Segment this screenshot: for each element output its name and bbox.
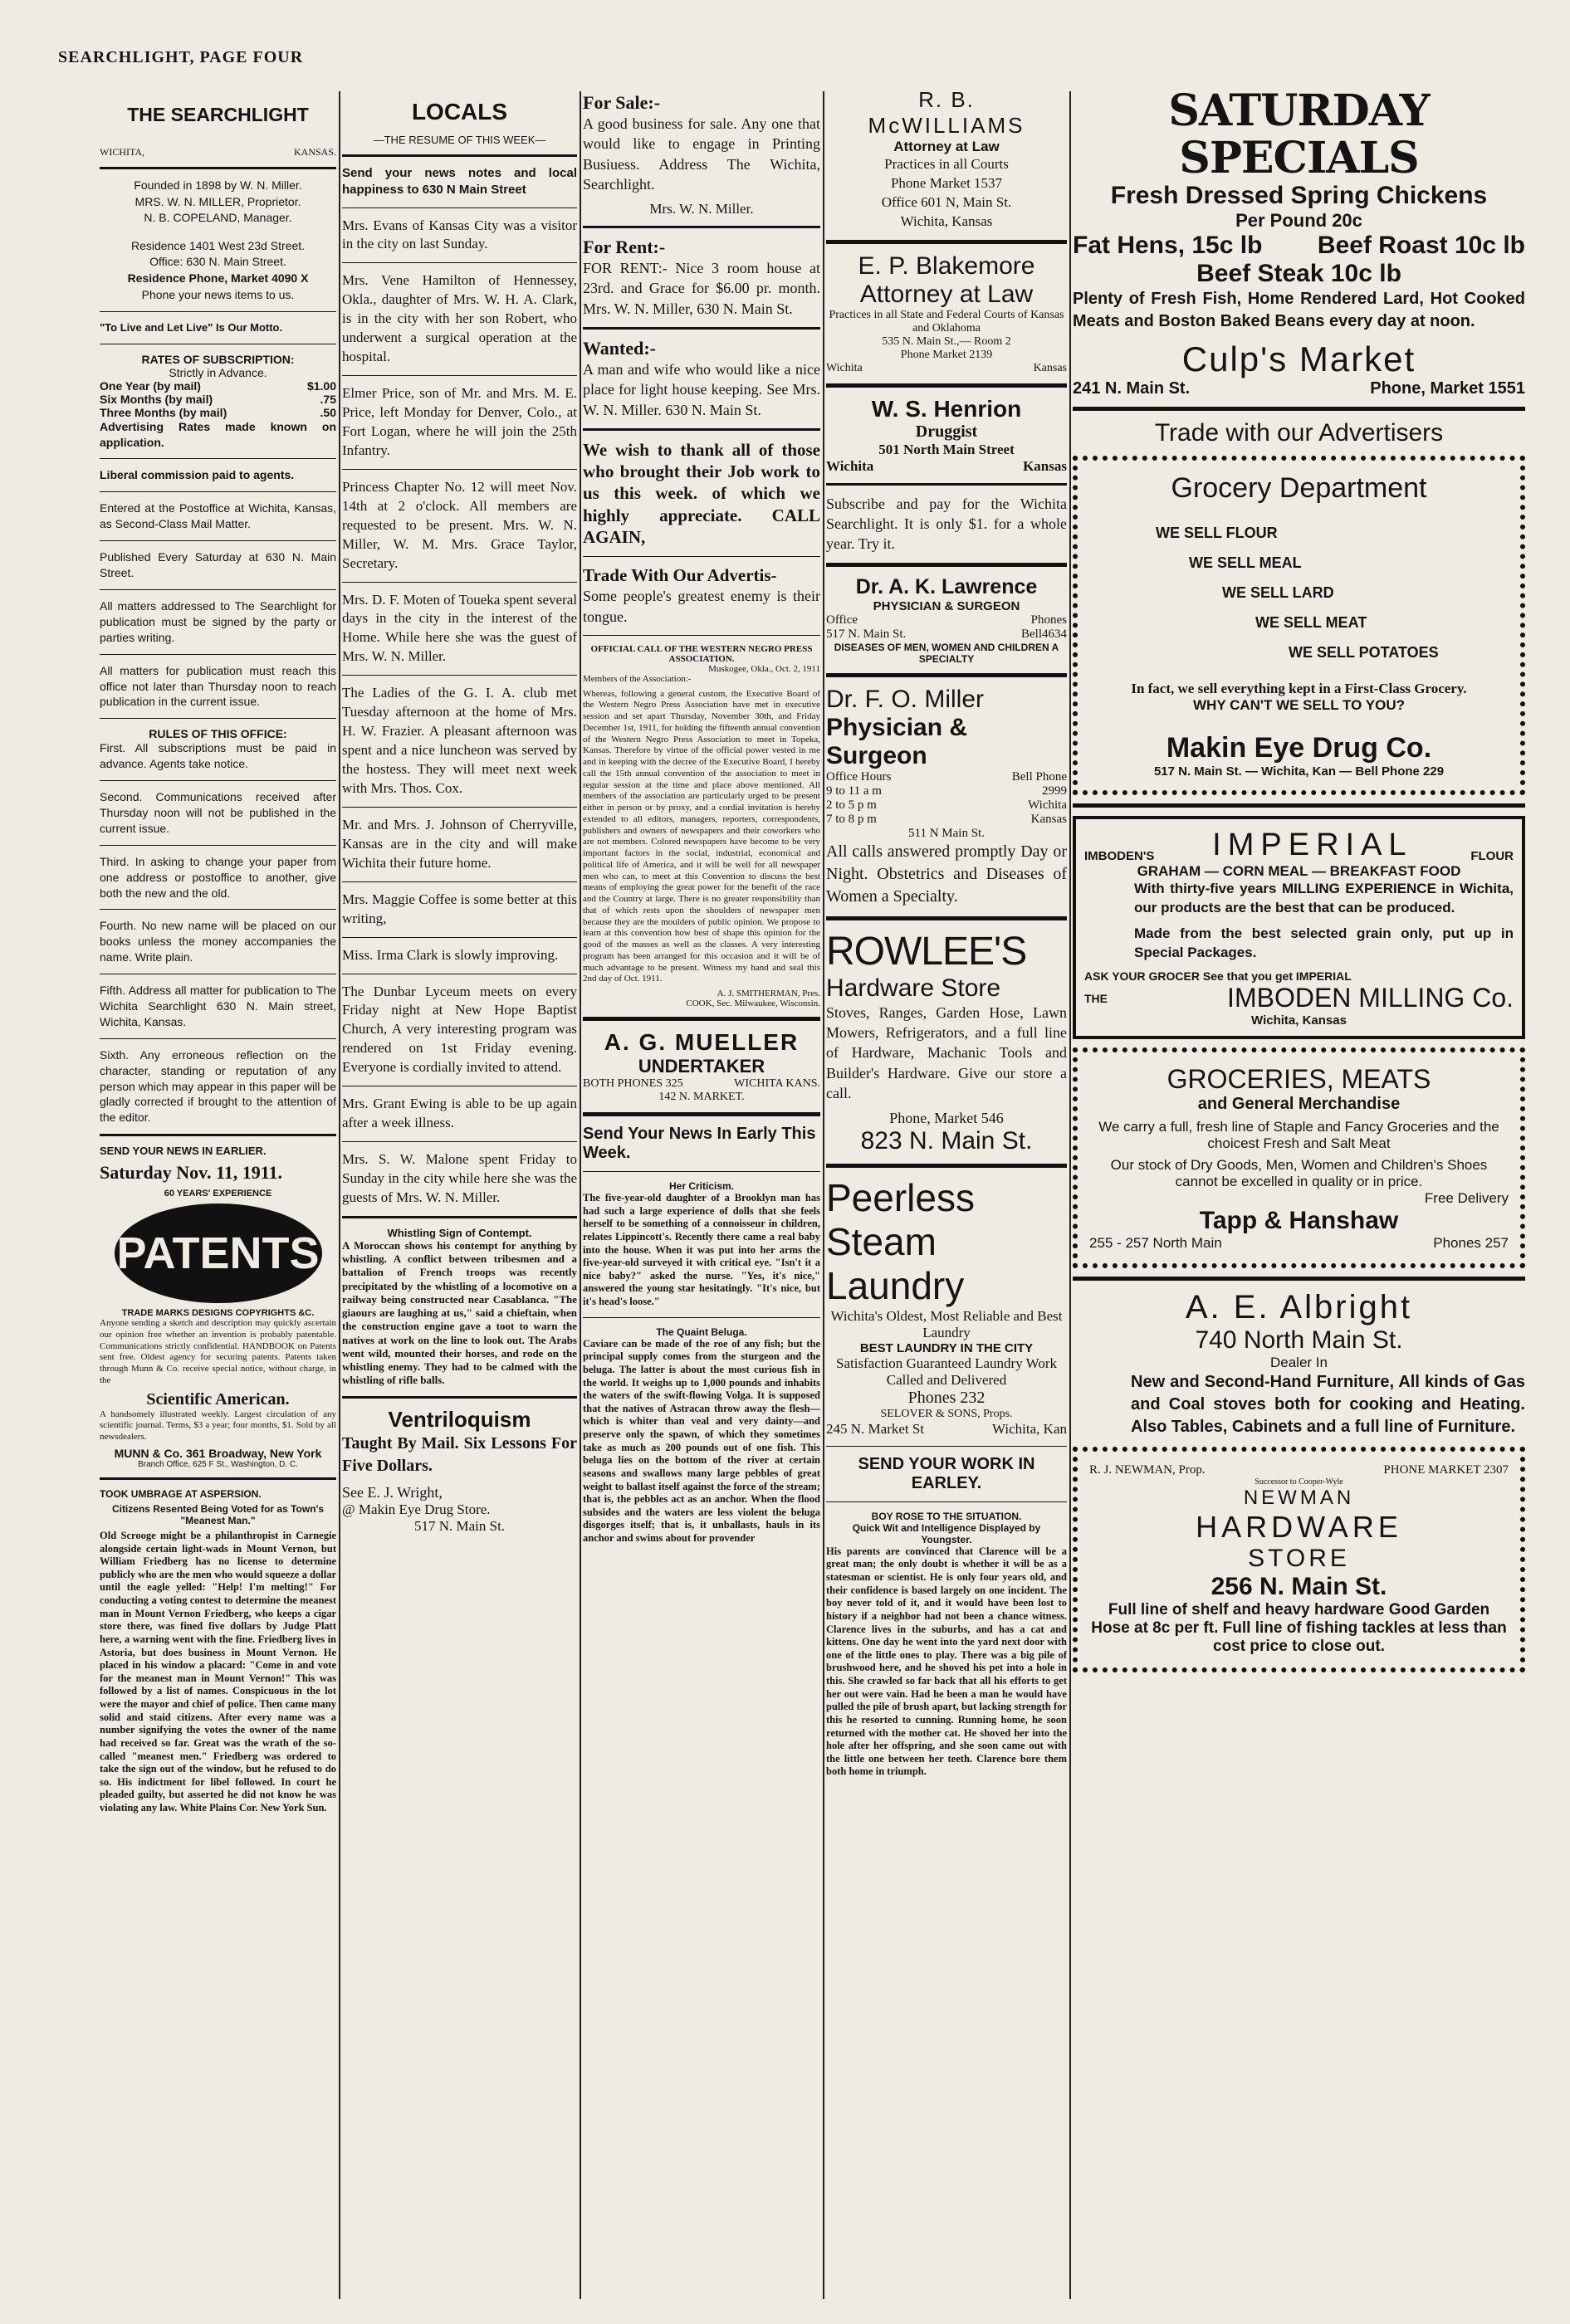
forrent-body: FOR RENT:- Nice 3 room house at 23rd. and Grace for $6.00 pr. month. Mrs. W. N. Miller, 630 N. Main St. <box>583 260 820 317</box>
column-display-ads: SATURDAY SPECIALS Fresh Dressed Spring Chickens Per Pound 20c Fat Hens, 15c lb Beef Roast 10c lb Beef Steak 10c lb Plenty of Fresh Fish, Home Rendered Lard, Hot Cooked Meats and Boston Baked Beans every day at noon. Culp's Market 241 N. Main St. Phone, Market 1551 Trade with our Advertisers Grocery Department WE SELL FLOUR WE SELL MEAL WE SELL LARD WE SELL MEAT WE SELL POTATOES In fact, we sell everything kept in a First-Class Grocery. WHY CAN'T WE SELL TO YOU? Makin Eye Drug Co. 517 N. Main St. — Wichita, Kan — Bell Phone 229 IMBODEN'S IMPERIAL FLOUR GRAHAM — CORN MEAL — BREAKFAST FOOD With thirty-five years MILLING EXPERIENCE in Wichita, our products are the best that can be produced. Made from the best selected grain only, put up in Special Packages. ASK YOUR GROCER See that you get IMPERIAL THE IMBODEN MILLING Co. Wichita, Kansas GROCERIES, MEATS and General Merchandise We carry a full, fresh line of Staple and Fancy Groceries and the choicest Fresh and Salt Meat Our stock of Dry Goods, Men, Women and Children's Shoes cannot be excelled in quality or in price. Free Delivery Tapp & Hanshaw 255 - 257 North Main Phones 257 A. E. Albright 740 North Main St. Dealer In New and Second-Hand Furniture, All kinds of Gas and Coal stoves both for cooking and Heating. Also Tables, Cabinets and a full line of Furniture. R. J. NEWMAN, Prop. PHONE MARKET 2307 Successor to Cooper-Wyle NEWMAN HARDWARE STORE 256 N. Main St. Full line of shelf and heavy hardware Good Garden Hose at 8c per ft. Full line of fishing tackles at less than cost price to close out. <box>1073 87 1525 1681</box>
matters-note: All matters for publication must reach this office not later than Thursday noon to reach publication in the current issue. <box>100 663 336 709</box>
rate-row: Three Months (by mail) .50 <box>100 405 336 419</box>
tapp-hanshaw-ad: GROCERIES, MEATS and General Merchandise We carry a full, fresh line of Staple and Fancy Groceries and the choicest Fresh and Salt Meat Our stock of Dry Goods, Men, Women and Children's Shoes cannot be excelled in quality or in price. Free Delivery Tapp & Hanshaw 255 - 257 North Main Phones 257 <box>1073 1047 1525 1268</box>
column-rule <box>1069 91 1071 2299</box>
local-item: Princess Chapter No. 12 will meet Nov. 14th at 2 o'clock. All members are requested to be present. Mrs. W. N. Miller, W. M. Mrs. Grace Taylor, Secretary. <box>342 478 577 571</box>
rowlee-subtitle: Hardware Store <box>826 974 1001 1002</box>
saturday-body: Plenty of Fresh Fish, Home Rendered Lard, Hot Cooked Meats and Boston Baked Beans every day at noon. <box>1073 290 1525 331</box>
criticism-body: The five-year-old daughter of a Brooklyn man has had such a large experience of dolls that she feels herself to be something of a connoisseur in children, relates Lippincott's. Recently there came a real baby into the house. When it was put into her arms the five-year-old surveyed it with critical eye. "Isn't it a nice baby?" asked the nurse. "Yes, it's nice," answered the young star hesitatingly. "It's nice, but it's head's loose." <box>583 1192 820 1308</box>
ventriloquism-address: 517 N. Main St. <box>413 1517 506 1534</box>
thanks-note: We wish to thank all of those who brought their Job work to us this week. of which we highly appreciate. CALL AGAIN, <box>583 439 820 547</box>
peerless-best: BEST LAUNDRY IN THE CITY <box>859 1340 1034 1355</box>
culp-name: Culp's Market <box>1181 339 1416 379</box>
henrion-title: Druggist <box>915 422 978 441</box>
send-news-note: Send your news notes and local happiness to 630 N Main Street <box>342 166 577 198</box>
trade-body: Some people's greatest enemy is their tongue. <box>583 588 820 625</box>
mcwilliams-title: Attorney at Law <box>893 139 1000 154</box>
ventriloquism-body: Taught By Mail. Six Lessons For Five Dollars. <box>342 1433 577 1475</box>
rule-item: Third. In asking to change your paper from one address or postoffice to another, give both the new and the old. <box>100 854 336 900</box>
lawrence-name: Dr. A. K. Lawrence <box>855 574 1038 598</box>
patents-body: Anyone sending a sketch and description may quickly ascertain our opinion free whether an invention is probably patentable. Communications strictly confidential. HANDBOOK on Patents sent free. Oldest agency for securing patents. Patents taken through Munn & Co. receive special notice, without charge, in the <box>100 1318 336 1385</box>
patents-logo: PATENTS <box>115 1204 322 1303</box>
scientific-american-body: A handsomely illustrated weekly. Largest circulation of any scientific journal. Terms, $3 a year; four months, $1. Sold by all newsdealers. <box>100 1409 336 1443</box>
boy-title: BOY ROSE TO THE SITUATION. <box>871 1510 1022 1522</box>
motto: "To Live and Let Live" Is Our Motto. <box>100 321 283 334</box>
ventriloquism-location: @ Makin Eye Drug Store. <box>342 1501 491 1517</box>
mcwilliams-details: Practices in all Courts Phone Market 1537 Office 601 N, Main St. Wichita, Kansas <box>881 156 1012 229</box>
locals-subtitle: —THE RESUME OF THIS WEEK— <box>373 134 546 146</box>
miller-body: All calls answered promptly Day or Night. Obstetrics and Diseases of Women a Specialty. <box>826 842 1067 906</box>
column-masthead <box>100 87 336 1819</box>
publisher-info: Founded in 1898 by W. N. Miller. MRS. W. N. MILLER, Proprietor. N. B. COPELAND, Manager. Residence 1401 West 23d Street. Office: 630 N. Main Street. Residence Phone, Market 4090 X Phone your news items to us. <box>127 178 309 301</box>
saturday-line1: Fresh Dressed Spring Chickens <box>1110 182 1488 210</box>
page-header: SEARCHLIGHT, PAGE FOUR <box>58 48 304 66</box>
send-news-early: Send Your News In Early This Week. <box>583 1125 816 1163</box>
mcwilliams-initials: R. B. <box>918 87 975 112</box>
boy-body: His parents are convinced that Clarence will be a great man; the only doubt is whether it will be as a statesman or scientist. He is only four years old, and their confidence is based largely on one incident. The boy never told of it, and it would have been lost to history if a neighbor had not been a chance witness. Clarence lives in the suburbs, and has a cat and kittens. One day he went into the yard next door with one of the little ones to play. There was a big pile of brushwood here, and he shoved his pet into a hole in this. She crawled so far back that all his efforts to get her out were vain. Had he been a man he would have pulled the pile of brush apart, but lacking strength for this he resorted to cunning. Running home, he soon returned with the mother cat. He shoved her into the hole after her offspring, and she soon came out with the little one between her teeth. Clarence bore them both home in triumph. <box>826 1545 1067 1778</box>
masthead-state: KANSAS. <box>293 146 336 158</box>
rates-table <box>100 379 336 419</box>
miller-name: Dr. F. O. Miller <box>826 685 985 713</box>
rule-item: First. All subscriptions must be paid in advance. Agents take notice. <box>100 741 336 771</box>
boy-subtitle: Quick Wit and Intelligence Displayed by Youngster. <box>852 1521 1041 1545</box>
wanted-title: Wanted:- <box>583 338 656 359</box>
peerless-body2: Satisfaction Guaranteed Laundry Work Called and Delivered <box>836 1355 1057 1388</box>
whistle-title: Whistling Sign of Contempt. <box>387 1226 532 1239</box>
rates-title: RATES OF SUBSCRIPTION: <box>141 352 295 366</box>
grocery-ad: Grocery Department WE SELL FLOUR WE SELL MEAL WE SELL LARD WE SELL MEAT WE SELL POTATOES In fact, we sell everything kept in a First-Class Grocery. WHY CAN'T WE SELL TO YOU? Makin Eye Drug Co. 517 N. Main St. — Wichita, Kan — Bell Phone 229 <box>1073 456 1525 795</box>
forsale-title: For Sale:- <box>583 92 661 113</box>
lawrence-specialty: DISEASES OF MEN, WOMEN AND CHILDREN A SPECIALTY <box>834 641 1059 665</box>
rowlee-address: 823 N. Main St. <box>860 1127 1033 1155</box>
forrent-title: For Rent:- <box>583 237 666 258</box>
issue-date: Saturday Nov. 11, 1911. <box>100 1162 283 1184</box>
ventriloquism-title: Ventriloquism <box>388 1406 531 1432</box>
miller-title: Physician & Surgeon <box>826 713 968 769</box>
makin-name: Makin Eye Drug Co. <box>1166 732 1432 764</box>
call-body: Whereas, following a general custom, the Executive Board of the Western Negro Press Association have met in executive session and set apart Thursday, November 30th, and Friday December 1st, 1911, for holding the fifteenth annual convention of the Western Negro Press Association to meet in Topeka, Kansas. Therefore by virtue of the official power vested in me and in keeping with the decree of the Executive Board, I hereby call the 15th annual convention of the association to meet in regular session at the time and place above mentioned. All members of the association are particularly urged to be present either in person or by proxy, and a cordial invitation is hereby extended to all editors, managers, reporters, correspondents, publishers and owners of newspapers and their coworkers who are not members. Colored newspapers have become to be very important factors in the social, industrial, economical and political life of America, and it will be well for all newspaper men who can, to meet at this Convention to discuss the best means of employing the great power for the benefit of the race and the Country at large. There is no greater responsibility than that of which rests upon the shoulders of newspaper men because they are the moulders of public opinion. We propose to learn at this convention how best of shape this opinion for the good of the masses as well as the classes. A very interesting program has been arranged for this occasion and it will be of much advantage to be present. Witness my hand and seal this 2nd day of Oct. 1911. <box>583 688 820 984</box>
column-professional-cards: R. B. McWILLIAMS Attorney at Law Practices in all Courts Phone Market 1537 Office 601 N, Main St. Wichita, Kansas E. P. Blakemore Attorney at Law Practices in all State and Federal Courts of Kansas and Oklahoma 535 N. Main St.,— Room 2 Phone Market 2139 Wichita Kansas W. S. Henrion Druggist 501 North Main Street Wichita Kansas Subscribe and pay for the Wichita Searchlight. It is only $1. for a whole year. Try it. Dr. A. K. Lawrence PHYSICIAN & SURGEON Office Phones 517 N. Main St. Bell4634 DISEASES OF MEN, WOMEN AND CHILDREN A SPECIALTY Dr. F. O. Miller Physician & Surgeon Office Hours Bell Phone 9 to 11 a m 2999 2 to 5 p m Wichita 7 to 8 p m Kansas 511 N Main St. All calls answered promptly Day or Night. Obstetrics and Diseases of Women a Specialty. ROWLEE'S Hardware Store Stoves, Ranges, Garden Hose, Lawn Mowers, Refrigerators, and a full line of Hardware, Machanic Tools and Builder's Hardware. Give our store a call. Phone, Market 546 823 N. Main St. Peerless Steam Laundry Wichita's Oldest, Most Reliable and Best Laundry BEST LAUNDRY IN THE CITY Satisfaction Guaranteed Laundry Work Called and Delivered Phones 232 SELOVER & SONS, Props. 245 N. Market St Wichita, Kan SEND YOUR WORK IN EARLEY. BOY ROSE TO THE SITUATION. Quick Wit and Intelligence Displayed by Youngster. His parents are convinced that Clarence will be a great man; the only doubt is whether it will be as a statesman or scientist. He is only four years old, and their confidence is based largely on one incident. The boy never told of it, and it would have been lost to history if a neighbor had not been a chance witness. Clarence lives in the suburbs, and has a cat and kittens. One day he went into the yard next door with one of the little ones to play. There was a big pile of brushwood here, and he shoved his pet into a hole in this. She crawled so far back that all his efforts to get her out were vain. Had he been a man he would have pulled the pile of brush apart, but lacking strength for this he resorted to cunning. Running home, he soon returned with the mother cat. He shoved her into the hole after her offspring, and she soon came out with the little one between her teeth. Clarence bore them both home in triumph. <box>826 87 1067 1778</box>
local-item: Mrs. Vene Hamilton of Hennessey, Okla., daughter of Mrs. W. H. A. Clark, is in the city with her son Robert, who underwent a surgical operation at the hospital. <box>342 272 577 365</box>
imperial-flour-ad: IMBODEN'S IMPERIAL FLOUR GRAHAM — CORN MEAL — BREAKFAST FOOD With thirty-five years MILLING EXPERIENCE in Wichita, our products are the best that can be produced. Made from the best selected grain only, put up in Special Packages. ASK YOUR GROCER See that you get IMPERIAL THE IMBODEN MILLING Co. Wichita, Kansas <box>1073 816 1525 1039</box>
blakemore-title: Attorney at Law <box>859 280 1034 308</box>
henrion-name: W. S. Henrion <box>871 395 1022 422</box>
albright-name: A. E. Albright <box>1185 1289 1413 1326</box>
whistle-body: A Moroccan shows his contempt for anything by whistling. A conflict between tribesmen and a battalion of French troops was recently precipitated by the whistling of a locomotive on a railway being constructed near Casablanca. "The giaours are laughing at us," said a chieftain, when the construction engine gave a toot to warn the natives at work on the line to look out. The Arabs went wild, mounted their horses, and rode on the whistling enemy. They had to be calmed with the whistling of rifle balls. <box>342 1238 577 1387</box>
trade-title: Trade With Our Advertis- <box>583 565 777 586</box>
locals-title: LOCALS <box>411 99 508 124</box>
grocery-title: Grocery Department <box>1171 472 1427 505</box>
mueller-contact: BOTH PHONES 325 WICHITA KANS. <box>583 1077 820 1091</box>
umbrage-body: Old Scrooge might be a philanthropist in Carnegie alongside certain light-wads in Mount Vernon, but William Friedberg has no license to determine publicly who are the men who would squeeze a dollar until the eagle yelled: "Help! I'm melting!" For conducting a voting contest to determine the meanest man in Mount Vernon Friedberg, who keeps a cigar store there, was fined five dollars by Judge Platt here, a warning went with the fine. Friedberg lives in Astoria, but does business in Mount Vernon. He placed in his window a placard: "Come in and vote for the meanest man in Mount Vernon!" This was followed by a list of names. Conspicuous in the lot were the mayor and chief of police. Then came many solid and staid citizens. After every name was a number signifying the votes the owner of the name had received so far. Great was the wrath of the so-called "meanest men." Friedberg was ordered to take the sign out of the window, but he refused to do so. His indictment for libel followed. In court he pleaded guilty, but asserted he did not know he was violating any law. White Plains Cor. New York Sun. <box>100 1529 336 1814</box>
local-item: Mrs. S. W. Malone spent Friday to Sunday in the city while here she was the guests of Mrs. W. N. Miller. <box>342 1151 577 1205</box>
miller-hours: Office Hours Bell Phone 9 to 11 a m 2999 2 to 5 p m Wichita 7 to 8 p m Kansas 511 N Main St. <box>826 769 1067 840</box>
call-president: A. J. SMITHERMAN, Pres. <box>717 989 820 999</box>
mueller-name: A. G. MUELLER <box>604 1029 800 1056</box>
forsale-body: A good business for sale. Any one that would like to engage in Printing Busiuess. Address The Wichita, Searchlight. <box>583 115 820 193</box>
masthead-city: WICHITA, <box>100 146 145 158</box>
local-item: Mr. and Mrs. J. Johnson of Cherryville, Kansas are in the city and will make Wichita their future home. <box>342 816 577 871</box>
send-work-note: SEND YOUR WORK IN EARLEY. <box>858 1454 1035 1492</box>
saturday-specials-title: SATURDAY SPECIALS <box>1168 87 1430 184</box>
albright-address: 740 North Main St. <box>1195 1326 1403 1355</box>
local-item: The Ladies of the G. I. A. club met Tuesday afternoon at the home of Mrs. H. W. Frazier. A pleasant afternoon was spent and a nice luncheon was served by the hostess. They will meet next week with Mrs. Thos. Cox. <box>342 685 577 796</box>
rates-subtitle: Strictly in Advance. <box>169 365 267 379</box>
column-classifieds <box>583 87 820 1549</box>
lawrence-title: PHYSICIAN & SURGEON <box>873 598 1020 613</box>
peerless-phones: Phones 232 <box>907 1388 986 1407</box>
rate-row: One Year (by mail) $1.00 <box>100 378 336 393</box>
local-item: The Dunbar Lyceum meets on every Friday night at New Hope Baptist Church, A very interesting program was rendered on 1st Friday evening. Everyone is cordially invited to attend. <box>342 983 577 1076</box>
blakemore-phone: Phone Market 2139 <box>900 348 993 361</box>
umbrage-title: TOOK UMBRAGE AT ASPERSION. <box>100 1487 262 1500</box>
local-item: Mrs. D. F. Moten of Toueka spent several days in the city in the interest of the Home. While here she was the guest of Mrs. W. N. Miller. <box>342 591 577 665</box>
column-locals <box>342 87 577 1535</box>
column-rule <box>580 91 581 2299</box>
published-note: Published Every Saturday at 630 N. Main Street. <box>100 550 336 580</box>
munn-address: MUNN & Co. 361 Broadway, New York <box>114 1446 322 1460</box>
blakemore-body: Practices in all State and Federal Courts of Kansas and Oklahoma <box>829 308 1064 334</box>
local-item: Miss. Irma Clark is slowly improving. <box>342 946 559 963</box>
henrion-address: 501 North Main Street <box>878 441 1015 457</box>
peerless-body: Wichita's Oldest, Most Reliable and Best Laundry <box>830 1307 1063 1340</box>
rate-row: Six Months (by mail) .75 <box>100 392 336 406</box>
call-secretary: COOK, Sec. Milwaukee, Wisconsin. <box>686 998 820 1009</box>
trade-advertisers: Trade with our Advertisers <box>1154 419 1444 447</box>
munn-branch: Branch Office, 625 F St., Washington, D. C. <box>138 1459 298 1469</box>
peerless-props: SELOVER & SONS, Props. <box>880 1407 1013 1420</box>
local-item: Mrs. Maggie Coffee is some better at this writing, <box>342 891 577 926</box>
mcwilliams-name: McWILLIAMS <box>868 113 1025 138</box>
call-date: Muskogee, Okla., Oct. 2, 1911 <box>708 663 820 674</box>
wanted-body: A man and wife who would like a nice place for light house keeping. See Mrs. W. N. Miller. 630 N. Main St. <box>583 361 820 418</box>
subscribe-note: Subscribe and pay for the Wichita Searchlight. It is only $1. for a whole year. Try it. <box>826 495 1067 553</box>
matters-note: All matters addressed to The Searchlight for publication must be signed by the party or parties writing. <box>100 598 336 644</box>
ventriloquism-contact: See E. J. Wright, <box>342 1483 443 1501</box>
saturday-line2: Per Pound 20c <box>1235 210 1362 232</box>
masthead-location <box>100 146 336 159</box>
albright-body: New and Second-Hand Furniture, All kinds of Gas and Coal stoves both for cooking and Heating. Also Tables, Cabinets and a full line of Furniture. <box>1131 1373 1525 1437</box>
newman-hardware-ad: R. J. NEWMAN, Prop. PHONE MARKET 2307 Successor to Cooper-Wyle NEWMAN HARDWARE STORE 256 N. Main St. Full line of shelf and heavy hardware Good Garden Hose at 8c per ft. Full line of fishing tackles at less than cost price to close out. <box>1073 1447 1525 1672</box>
scientific-american: Scientific American. <box>146 1389 290 1409</box>
patents-years: 60 YEARS' EXPERIENCE <box>164 1189 272 1199</box>
masthead-title: THE SEARCHLIGHT <box>127 104 309 125</box>
local-item: Elmer Price, son of Mr. and Mrs. M. E. Price, left Monday for Denver, Colo., at Fort Logan, where he will join the 25th Infantry. <box>342 385 577 458</box>
send-early-note: SEND YOUR NEWS IN EARLIER. <box>100 1145 267 1158</box>
commission-note: Liberal commission paid to agents. <box>100 468 295 482</box>
beluga-title: The Quaint Beluga. <box>656 1326 747 1338</box>
peerless-name: Peerless Steam Laundry <box>826 1176 975 1307</box>
rule-item: Sixth. Any erroneous reflection on the character, standing or reputation of any person which may appear in this paper will be gladly corrected if brought to the attention of the editor. <box>100 1047 336 1125</box>
beluga-body: Caviare can be made of the roe of any fish; but the principal supply comes from the sturgeon and the beluga. The latter is about the most curious fish in the world. It weighs up to 1,000 pounds and inhabits the waters of the swift-flowing Volga. It is supposed that the natives of Astracan throw away the flesh—which is whiter than veal and very dainty—and preserve only the spawn, of which they sometimes take as much as 200 pounds out of one fish. This beluga lies on the bottom of the river at certain seasons and swallows many large pebbles of great weight to ballast itself against the force of the stream; that is, the pebbles act as an anchor. When the flood subsides and the waters are less violent the beluga disgorges itself; that is, it unballasts, hauls in its anchor and swims about for provender <box>583 1337 820 1545</box>
blakemore-address: 535 N. Main St.,— Room 2 <box>882 334 1011 348</box>
rule-item: Second. Communications received after Thursday noon will not be published in the current issue. <box>100 790 336 835</box>
column-rule <box>823 91 824 2299</box>
patents-marks: TRADE MARKS DESIGNS COPYRIGHTS &C. <box>121 1308 315 1319</box>
rowlee-name: ROWLEE'S <box>826 929 1027 974</box>
albright-dealer: Dealer In <box>1270 1355 1328 1371</box>
makin-address: 517 N. Main St. — Wichita, Kan — Bell Phone 229 <box>1153 764 1445 779</box>
mueller-address: 142 N. MARKET. <box>658 1091 745 1104</box>
column-rule <box>339 91 340 2299</box>
rule-item: Fourth. No new name will be placed on our books unless the money accompanies the name. Write plain. <box>100 919 336 964</box>
local-item: Mrs. Grant Ewing is able to be up again after a week illness. <box>342 1096 577 1131</box>
call-members: Members of the Association:- <box>583 673 692 684</box>
undertaker-title: UNDERTAKER <box>638 1056 765 1077</box>
advertising-rates: Advertising Rates made known on application. <box>100 419 336 449</box>
rule-item: Fifth. Address all matter for publication to The Wichita Searchlight 630 N. Main street, Wichita, Kansas. <box>100 984 336 1028</box>
blakemore-name: E. P. Blakemore <box>858 251 1035 280</box>
forsale-sign: Mrs. W. N. Miller. <box>649 201 754 217</box>
umbrage-subtitle: Citizens Resented Being Voted for as Town's "Meanest Man." <box>111 1502 325 1526</box>
rowlee-body: Stoves, Ranges, Garden Hose, Lawn Mowers, Refrigerators, and a full line of Hardware, Machanic Tools and Builder's Hardware. Give our store a call. <box>826 1003 1067 1101</box>
rowlee-phone: Phone, Market 546 <box>889 1110 1004 1127</box>
call-title: OFFICIAL CALL OF THE WESTERN NEGRO PRESS ASSOCIATION. <box>590 643 813 664</box>
local-item: Mrs. Evans of Kansas City was a visitor in the city on last Sunday. <box>342 217 577 252</box>
rules-title: RULES OF THIS OFFICE: <box>149 727 287 741</box>
criticism-title: Her Criticism. <box>668 1180 735 1193</box>
entered-note: Entered at the Postoffice at Wichita, Kansas, as Second-Class Mail Matter. <box>100 501 336 531</box>
